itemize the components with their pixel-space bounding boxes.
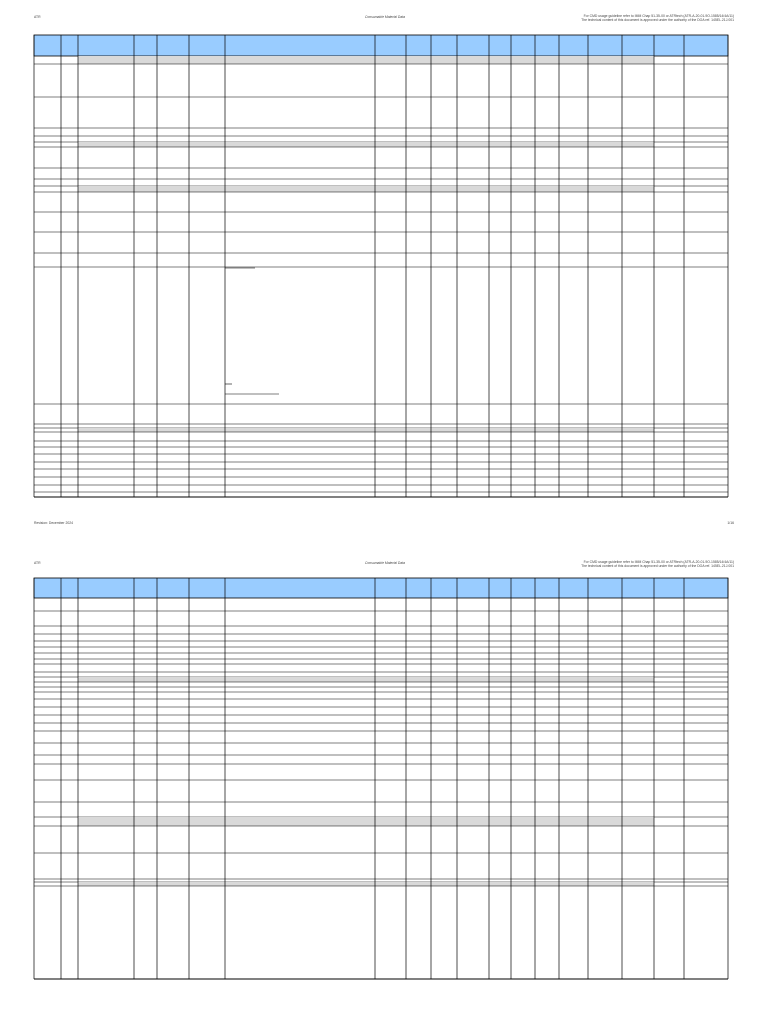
page2-header-left: ATR — [34, 561, 41, 565]
section-band — [78, 817, 654, 826]
page2-header-title: Consumable Material Data — [364, 561, 406, 565]
section-band — [78, 186, 654, 192]
section-band — [78, 882, 654, 886]
page1-table — [34, 35, 728, 497]
section-band — [78, 56, 654, 64]
page1-header-right-1: For CMD usage guideline refer to IMM Chap 51-35-00 or ATRtech (ATR-A-20-01-9O-1585/14/4A/11) — [583, 14, 734, 18]
section-band — [78, 428, 654, 432]
section-band — [78, 677, 654, 682]
page1-header-right-2: The technical content of this document is approved under the authority of the DOA ref. 145EL.21J.001 — [581, 18, 734, 22]
page1-footer-page-number: 1/16 — [727, 521, 734, 525]
page2-table — [34, 578, 728, 979]
page1-header-title: Consumable Material Data — [364, 15, 406, 19]
table-header-row — [34, 578, 728, 598]
table-header-row — [34, 35, 728, 56]
section-band — [78, 142, 654, 147]
page2-header-right-1: For CMD usage guideline refer to IMM Chap 51-35-00 or ATRtech (ATR-A-20-01-9O-1585/14/4A/11) — [583, 560, 734, 564]
page1-header-left: ATR — [34, 15, 41, 19]
page1-footer-revision: Revision: December 2024 — [34, 521, 74, 525]
page2-header-right-2: The technical content of this document is approved under the authority of the DOA ref. 145EL.21J.001 — [581, 564, 734, 568]
